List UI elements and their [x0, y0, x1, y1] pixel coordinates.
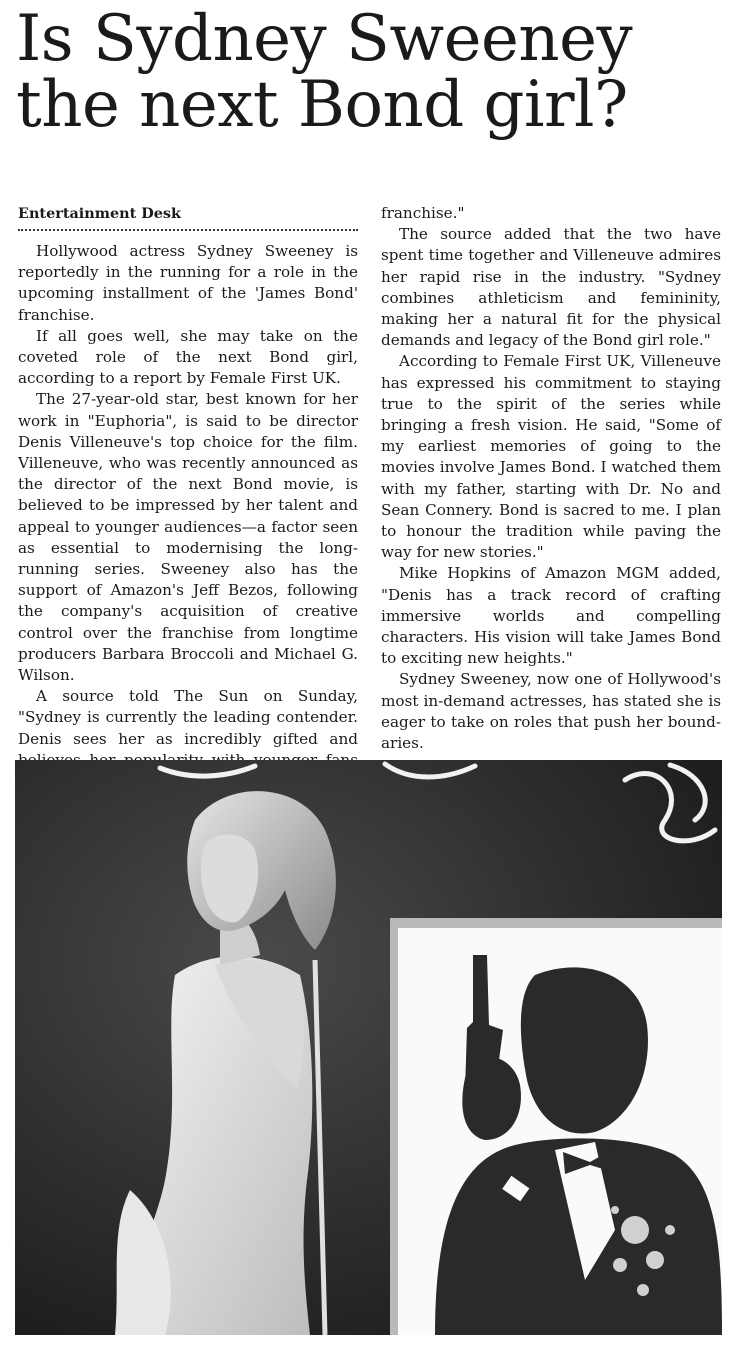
article-column-left [18, 203, 358, 792]
bond-silhouette [390, 918, 722, 1335]
paragraph-continuation: franchise." [381, 204, 465, 222]
paragraph: Mike Hopkins of Amazon MGM added, "Denis has a track record of crafting immersive worlds and compelling characters. His vision will take James Bond to exciting new heights." [381, 564, 721, 668]
byline: Entertainment Desk [18, 203, 358, 231]
paragraph: According to Female First UK, Villeneuve has expressed his commitment to staying true to the spirit of the series while bringing a fresh vision. He said, "Some of my earliest memories of going to the movies involve James Bond. I watched them with my father, starting with Dr. No and Sean Connery. Bond is sacred to me. I plan to honour the tradition while paving the way for new stories." [381, 352, 721, 562]
article-column-right [381, 203, 721, 754]
paragraph: Sydney Sweeney, now one of Hollywood's most in-demand actresses, has stated she is eager to take on roles that push her boundaries. [381, 670, 721, 753]
paragraph: Hollywood actress Sydney Sweeney is reportedly in the running for a role in the upcoming installment of the 'James Bond' franchise. [18, 242, 358, 324]
paragraph: The source added that the two have spent time together and Villeneuve admires her rapid rise in the industry. "Sydney combines athleticism and femininity, making her a natural fit for the physical demands and legacy of the Bond girl role." [381, 225, 721, 350]
article-photo [15, 760, 722, 1335]
paragraph: The 27-year-old star, best known for her work in "Euphoria", is said to be director Denis Villeneuve's top choice for the film. Villeneuve, who was recently announced as the director of the next Bond movie, is believed to be impressed by her talent and appeal to younger audiences—a factor seen as essential to modernising the long-running series. Sweeney also has the support of Amazon's Jeff Bezos, following the company's acquisition of creative control over the franchise from longtime producers Barbara Broccoli and Michael G. Wilson. [18, 390, 358, 685]
paragraph: A source told The Sun on Sunday, "Sydney is currently the leading contender. Denis sees her as incredibly gifted and [18, 687, 358, 748]
paragraph: If all goes well, she may take on the coveted role of the next Bond girl, according to a report by Female First UK. [18, 326, 358, 388]
headline: Is Sydney Sweeney the next Bond girl? [16, 2, 633, 142]
